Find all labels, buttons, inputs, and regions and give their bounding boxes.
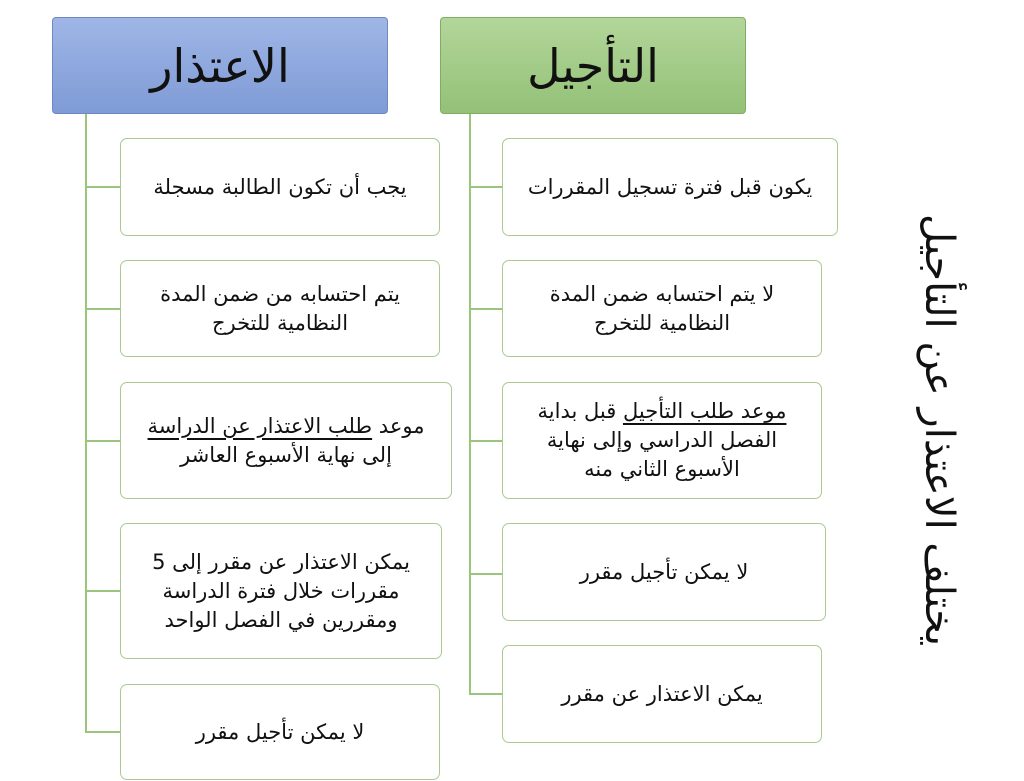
postponement-connector-branch — [469, 308, 502, 310]
withdrawal-item-text — [131, 412, 441, 470]
postponement-item-box — [502, 138, 838, 236]
withdrawal-item-text: يتم احتسابه من ضمن المدة النظامية للتخرج — [160, 281, 400, 335]
postponement-item-text: يكون قبل فترة تسجيل المقررات — [527, 174, 813, 199]
postponement-item-text: لا يتم احتسابه ضمن المدة النظامية للتخرج — [549, 281, 775, 335]
side-title: يختلف الاعتذار عن التأجيل — [916, 213, 962, 647]
postponement-item-box — [502, 523, 826, 621]
withdrawal-connector-branch — [85, 590, 120, 592]
withdrawal-connector-branch — [85, 186, 120, 188]
postponement-connector-branch — [469, 693, 502, 695]
withdrawal-item-box — [120, 260, 440, 357]
postponement-item-box — [502, 260, 822, 357]
postponement-item-box — [502, 382, 822, 499]
postponement-connector-branch — [469, 186, 502, 188]
withdrawal-item-text-post: إلى نهاية الأسبوع العاشر — [180, 442, 392, 467]
withdrawal-connector-branch — [85, 440, 120, 442]
postponement-connector-branch — [469, 440, 502, 442]
withdrawal-item-text-underlined: طلب الاعتذار عن الدراسة — [147, 413, 373, 438]
withdrawal-item-text: لا يمكن تأجيل مقرر — [195, 719, 365, 744]
withdrawal-connector-branch — [85, 731, 120, 733]
postponement-item-text — [513, 397, 811, 484]
withdrawal-item-text-pre: موعد — [372, 413, 425, 438]
withdrawal-item-box — [120, 138, 440, 236]
withdrawal-item-box — [120, 523, 442, 659]
withdrawal-item-box — [120, 382, 452, 499]
withdrawal-item-box — [120, 684, 440, 780]
postponement-item-text: لا يمكن تأجيل مقرر — [579, 559, 749, 584]
postponement-item-text-underlined: موعد طلب التأجيل — [622, 399, 787, 423]
postponement-item-text-post: قبل بداية الفصل الدراسي وإلى نهاية الأسبوع الثاني منه — [537, 399, 778, 481]
withdrawal-header: الاعتذار — [52, 17, 388, 114]
withdrawal-connector-branch — [85, 308, 120, 310]
postponement-header: التأجيل — [440, 17, 746, 114]
withdrawal-item-text: يجب أن تكون الطالبة مسجلة — [153, 174, 407, 199]
postponement-connector-trunk — [469, 114, 471, 694]
withdrawal-connector-trunk — [85, 114, 87, 732]
postponement-connector-branch — [469, 573, 502, 575]
postponement-item-text: يمكن الاعتذار عن مقرر — [561, 681, 763, 706]
withdrawal-item-text: يمكن الاعتذار عن مقرر إلى 5 مقررات خلال فترة الدراسة ومقررين في الفصل الواحد — [152, 549, 410, 632]
postponement-item-box — [502, 645, 822, 743]
